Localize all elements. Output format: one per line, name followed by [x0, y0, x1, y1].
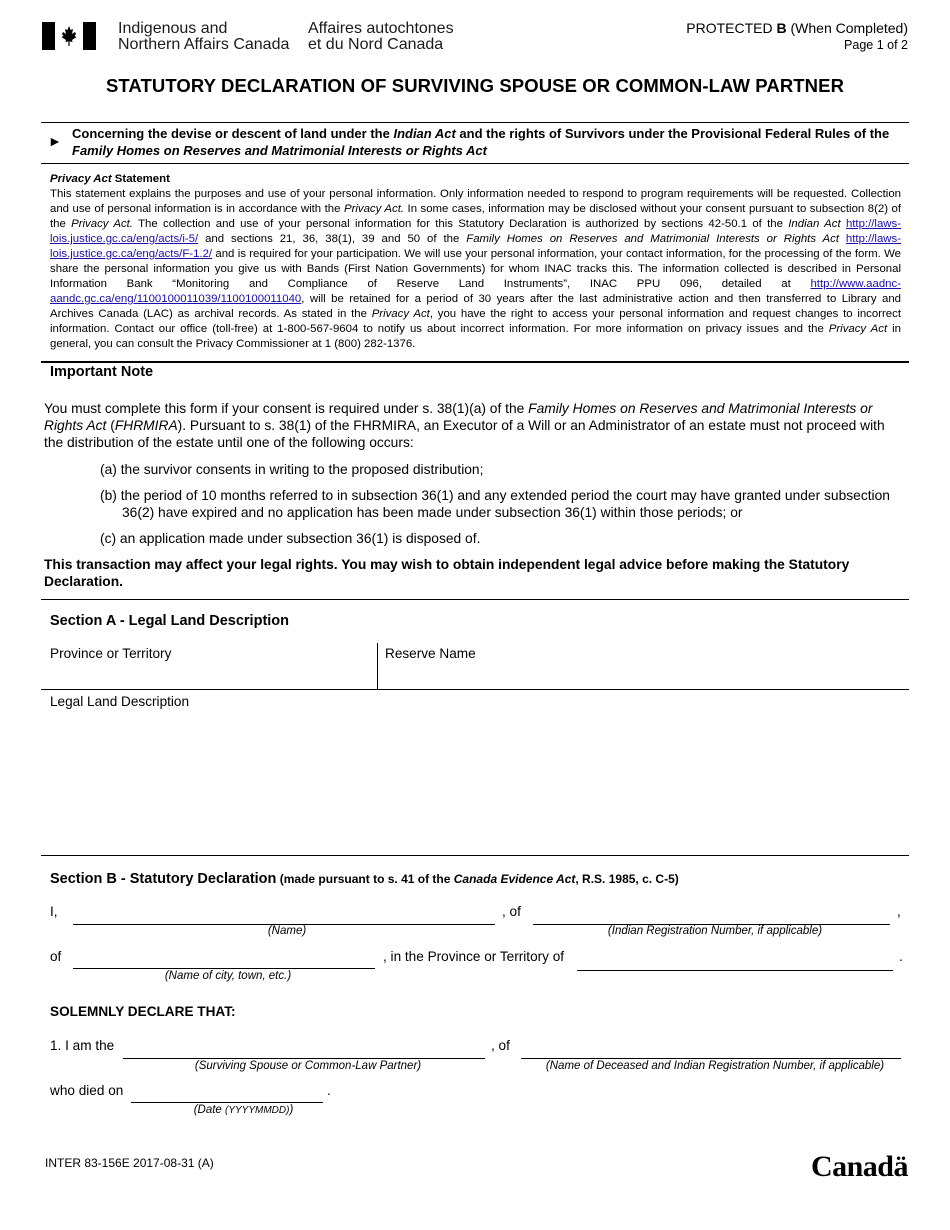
- reserve-name-label: Reserve Name: [385, 646, 476, 661]
- spouse-caption: (Surviving Spouse or Common-Law Partner): [194, 1060, 422, 1072]
- relationship-input[interactable]: [123, 1058, 485, 1059]
- divider: [41, 855, 909, 856]
- deceased-caption: (Name of Deceased and Indian Registration Number, if applicable): [545, 1060, 885, 1072]
- province-of-label: , in the Province or Territory of: [383, 949, 565, 964]
- important-note-text: You must complete this form if your consent is required under s. 38(1)(a) of the Family Homes on Reserves and Matrimonial Interests or Rights Act (FHRMIRA). Pursuant to s. 38(1) of the FHRMIRA, an Executor of a Will or an Administrator of an estate must not proceed with the distribution of the estate until one of the following occurs:: [44, 401, 885, 450]
- indian-registration-caption: (Indian Registration Number, if applicable): [607, 925, 823, 937]
- info-bank-link[interactable]: http://www.aadnc-aandc.gc.ca/eng/1100100011039/1100100011040: [50, 278, 901, 305]
- died-on-label: who died on: [50, 1083, 124, 1098]
- i-label: I,: [50, 904, 58, 919]
- item1-label: 1. I am the: [50, 1038, 115, 1053]
- date-of-death-input[interactable]: [131, 1102, 323, 1103]
- page-title: STATUTORY DECLARATION OF SURVIVING SPOUSE OR COMMON-LAW PARTNER: [105, 75, 845, 96]
- of-label: , of: [502, 904, 521, 919]
- deceased-input[interactable]: [521, 1058, 901, 1059]
- province-field[interactable]: [41, 643, 377, 689]
- divider: [41, 122, 909, 123]
- page-number: Page 1 of 2: [844, 38, 908, 52]
- of-label: , of: [491, 1038, 510, 1053]
- fhrmira-link[interactable]: http://laws-lois.justice.gc.ca/eng/acts/F-1.2/: [50, 233, 901, 260]
- province-input[interactable]: [577, 970, 893, 971]
- privacy-statement: Privacy Act Statement This statement explains the purposes and use of your personal information. Only information needed to respond to program requirements will be requested. Collection and use of personal information is in accordance with the Privacy Act. In some cases, information may be disclosed without your consent pursuant to subsection 8(2) of the Privacy Act. The collection and use of your personal information for this Statutory Declaration is authorized by sections 42-50.1 of the Indian Act http://laws-lois.justice.gc.ca/eng/acts/i-5/ and sections 21, 36, 38(1), 39 and 50 of the Family Homes on Reserves and Matrimonial Interests or Rights Act http://laws-lois.justice.gc.ca/eng/acts/F-1.2/ and is required for your participation. We will use your personal information, your contact information, for the processing of the form. We share the personal information you give us with Bands (First Nation Governments) for whom INAC tracks this. The information collected is described in Personal Information Bank “Monitoring and Compliance of Reserve Land Instruments”, INAC PPU 096, detailed at http://www.aadnc-aandc.gc.ca/eng/1100100011039/1100100011040, will be retained for a period of 30 years after the last administrative action and then transferred to Library and Archives Canada (LAC) as archival records. As stated in the Privacy Act, you have the right to access your personal information and request changes to incorrect information. Contact our office (toll-free) at 1-800-567-9604 to notify us about incorrect information. For more information on privacy issues and the Privacy Act in general, you can consult the Privacy Commissioner at 1 (800) 282-1376.: [50, 173, 902, 350]
- indian-act-link[interactable]: http://laws-lois.justice.gc.ca/eng/acts/i-5/: [50, 218, 902, 245]
- canada-flag-icon: [42, 22, 96, 50]
- of-label: of: [50, 949, 62, 964]
- reserve-name-field[interactable]: [378, 643, 909, 689]
- list-item: (b) the period of 10 months referred to in subsection 36(1) and any extended period the court may have granted under subsection: [100, 488, 890, 503]
- divider: [41, 163, 909, 164]
- section-b-heading: Section B - Statutory Declaration (made pursuant to s. 41 of the Canada Evidence Act, R.S. 1985, c. C-5): [50, 871, 679, 887]
- solemnly-declare-heading: SOLEMNLY DECLARE THAT:: [50, 1004, 236, 1019]
- legal-land-description-field[interactable]: [41, 690, 909, 855]
- divider: [41, 599, 909, 600]
- list-item: 36(2) have expired and no application has been made under subsection 36(1) within those periods; or: [122, 505, 743, 520]
- city-input[interactable]: [73, 968, 375, 969]
- divider: [41, 361, 909, 363]
- protection-level: PROTECTED B (When Completed) Page 1 of 2: [686, 20, 908, 52]
- section-a-heading: Section A - Legal Land Description: [50, 613, 290, 629]
- canada-wordmark: Canadä: [810, 1150, 908, 1183]
- legal-warning: This transaction may affect your legal rights. You may wish to obtain independent legal advice before making the Statutory Declaration.: [44, 557, 850, 589]
- list-item: (c) an application made under subsection 36(1) is disposed of.: [100, 531, 481, 546]
- arrow-right-icon: ►: [48, 133, 62, 149]
- period: .: [899, 949, 903, 964]
- date-caption: (Date (YYYYMMDD)): [193, 1104, 294, 1116]
- name-caption: (Name): [267, 925, 307, 937]
- city-caption: (Name of city, town, etc.): [164, 970, 292, 982]
- province-label: Province or Territory: [50, 646, 172, 661]
- privacy-heading: Privacy Act Statement: [50, 173, 170, 185]
- period: .: [327, 1083, 331, 1098]
- list-item: (a) the survivor consents in writing to the proposed distribution;: [100, 462, 484, 477]
- department-name-french: Affaires autochtones et du Nord Canada: [308, 20, 454, 53]
- department-name-english: Indigenous and Northern Affairs Canada: [118, 20, 290, 53]
- comma: ,: [897, 904, 901, 919]
- form-number: INTER 83-156E 2017-08-31 (A): [45, 1156, 214, 1170]
- legal-land-description-label: Legal Land Description: [50, 694, 190, 709]
- important-note-heading: Important Note: [50, 364, 154, 380]
